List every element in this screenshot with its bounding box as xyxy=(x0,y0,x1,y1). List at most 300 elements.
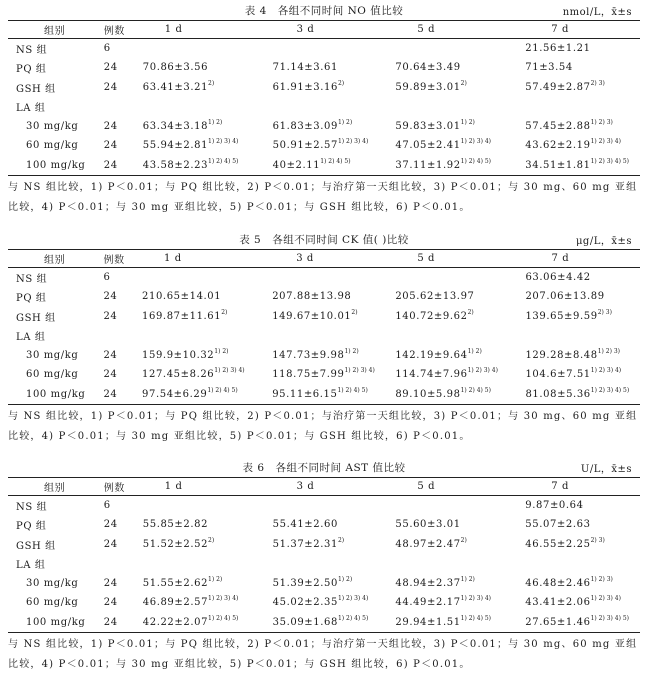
cell-7d xyxy=(525,554,640,574)
cell-value: 43.62±2.19 xyxy=(525,140,591,152)
cell-value: NS 组 xyxy=(16,502,48,513)
cell-group xyxy=(8,593,104,613)
table-row xyxy=(8,365,640,385)
cell-3d xyxy=(273,39,396,59)
header-5d: 5 d xyxy=(395,21,525,39)
table-row xyxy=(8,136,640,156)
cell-value: 6 xyxy=(103,43,111,54)
cell-group xyxy=(8,78,104,98)
table-row xyxy=(8,287,640,307)
cell-value: 149.67±10.01 xyxy=(272,310,352,322)
cell-value: 42.22±2.07 xyxy=(142,616,209,628)
cell-group xyxy=(8,326,103,346)
cell-value: 59.83±3.01 xyxy=(395,120,461,132)
cell-group xyxy=(8,58,104,78)
cell-group xyxy=(8,535,104,555)
significance-marker: 1) 2) 3) 4) xyxy=(337,595,369,603)
cell-5d xyxy=(395,97,525,117)
table-row xyxy=(8,535,640,555)
cell-value: 71±3.54 xyxy=(525,62,573,74)
significance-marker: 1) 2) xyxy=(460,575,475,583)
table-4-block xyxy=(0,0,648,218)
cell-1d xyxy=(143,136,273,156)
cell-value: 127.45±8.26 xyxy=(142,369,215,381)
cell-value: 139.65±9.59 xyxy=(525,310,598,322)
cell-value: 140.72±9.62 xyxy=(395,310,468,322)
significance-marker: 2) 3) xyxy=(597,308,612,316)
table-row xyxy=(8,307,640,327)
significance-marker: 1) 2) 3) 4) 5) xyxy=(590,386,630,394)
cell-5d xyxy=(395,574,525,594)
cell-group xyxy=(8,97,104,117)
cell-group xyxy=(8,346,103,366)
cell-7d xyxy=(525,307,640,327)
cell-value: 24 xyxy=(103,519,118,531)
cell-n xyxy=(104,496,143,516)
cell-3d xyxy=(273,574,396,594)
table-caption xyxy=(0,457,648,477)
cell-value: 207.06±13.89 xyxy=(525,291,605,303)
cell-group xyxy=(8,268,103,288)
cell-n xyxy=(104,78,143,98)
table-row xyxy=(8,97,640,117)
cell-5d xyxy=(395,78,525,98)
cell-5d xyxy=(395,58,525,78)
cell-value: 61.83±3.09 xyxy=(272,120,338,132)
cell-value: 46.89±2.57 xyxy=(142,597,209,609)
cell-value: 24 xyxy=(103,538,118,550)
cell-value: 129.28±8.48 xyxy=(525,349,598,361)
table-row xyxy=(8,39,640,59)
cell-value: NS 组 xyxy=(16,45,48,56)
header-7d: 7 d xyxy=(525,21,640,39)
significance-marker: 2) xyxy=(460,536,467,544)
significance-marker: 2) 3) xyxy=(590,79,605,87)
significance-marker: 2) xyxy=(467,308,474,316)
cell-value: 51.39±2.50 xyxy=(272,577,338,589)
cell-value: 34.51±1.81 xyxy=(525,159,591,171)
table-row xyxy=(8,593,640,613)
cell-1d xyxy=(142,287,272,307)
cell-group xyxy=(8,156,104,176)
cell-n xyxy=(103,346,142,366)
cell-value: LA 组 xyxy=(16,332,46,344)
cell-value: 57.49±2.87 xyxy=(525,81,591,93)
significance-marker: 1) 2) 3) 4) xyxy=(344,367,375,375)
significance-marker: 1) 2) 4) 5) xyxy=(460,386,491,394)
cell-value: 30 mg/kg xyxy=(26,120,79,132)
cell-value: PQ 组 xyxy=(16,521,47,533)
cell-n xyxy=(104,58,143,78)
significance-marker: 1) 2) xyxy=(208,118,223,126)
cell-3d xyxy=(272,268,395,288)
header-1d: 1 d xyxy=(142,250,272,268)
cell-3d xyxy=(272,326,395,346)
significance-marker: 1) 2) 3) xyxy=(597,347,621,355)
table-body xyxy=(8,268,640,405)
cell-1d xyxy=(143,496,273,516)
header-group: 组别 xyxy=(8,21,104,39)
cell-value: 29.94±1.51 xyxy=(395,616,461,628)
significance-marker: 2) xyxy=(208,536,215,544)
cell-5d xyxy=(395,268,525,288)
cell-5d xyxy=(395,156,525,176)
significance-marker: 1) 2) 4) 5) xyxy=(207,386,238,394)
cell-5d xyxy=(395,385,525,405)
significance-marker: 1) 2) 3) 4) xyxy=(467,367,498,375)
cell-1d xyxy=(143,78,273,98)
cell-5d xyxy=(395,496,525,516)
cell-n xyxy=(103,268,142,288)
header-3d: 3 d xyxy=(273,478,396,496)
cell-group xyxy=(8,515,104,535)
cell-value: 24 xyxy=(103,349,118,361)
cell-value: 114.74±7.96 xyxy=(395,369,468,381)
cell-value: 24 xyxy=(103,140,118,152)
cell-value: 30 mg/kg xyxy=(26,349,79,361)
significance-marker: 2) xyxy=(337,79,345,87)
table-header-row xyxy=(8,250,640,268)
cell-value: 147.73±9.98 xyxy=(272,349,345,361)
cell-value: 37.11±1.92 xyxy=(395,159,461,171)
cell-1d xyxy=(143,156,273,176)
significance-marker: 1) 2) 3) 4) xyxy=(460,595,492,603)
table-unit: nmol/L，x̄±s xyxy=(562,7,632,18)
table-row xyxy=(8,268,640,288)
header-5d: 5 d xyxy=(395,478,525,496)
cell-value: 159.9±10.32 xyxy=(142,349,215,361)
cell-value: 100 mg/kg xyxy=(26,159,86,171)
table-5-block xyxy=(0,229,648,447)
cell-value: 6 xyxy=(103,272,111,283)
cell-n xyxy=(104,117,143,137)
cell-value: 55.60±3.01 xyxy=(395,519,461,531)
cell-value: 60 mg/kg xyxy=(26,140,79,152)
cell-value: 24 xyxy=(103,120,118,132)
table-row xyxy=(8,326,640,346)
cell-value: GSH 组 xyxy=(16,83,56,95)
cell-value: 63.34±3.18 xyxy=(142,120,209,132)
table-header-row xyxy=(8,21,640,39)
table-header-row xyxy=(8,478,640,496)
significance-marker: 1) 2) 3) 4) xyxy=(590,595,621,603)
header-n: 例数 xyxy=(104,21,143,39)
cell-value: 24 xyxy=(103,616,118,628)
cell-value: 55.41±2.60 xyxy=(272,519,338,531)
cell-value: PQ 组 xyxy=(16,64,47,76)
header-3d: 3 d xyxy=(272,250,395,268)
significance-marker: 1) 2) 4) 5) xyxy=(320,157,351,165)
significance-marker: 1) 2) 4) 5) xyxy=(460,157,492,165)
cell-1d xyxy=(142,268,272,288)
cell-value: 81.08±5.36 xyxy=(525,388,591,400)
table-row xyxy=(8,346,640,366)
significance-marker: 1) 2) 3) 4) xyxy=(337,138,369,146)
significance-marker: 1) 2) xyxy=(208,575,223,583)
cell-5d xyxy=(395,136,525,156)
cell-5d xyxy=(395,554,525,574)
cell-value: GSH 组 xyxy=(16,540,56,552)
cell-value: 95.11±6.15 xyxy=(272,388,338,400)
cell-5d xyxy=(395,515,525,535)
cell-value: 71.14±3.61 xyxy=(272,62,338,74)
cell-group xyxy=(8,307,103,327)
header-n: 例数 xyxy=(104,478,143,496)
cell-1d xyxy=(143,554,273,574)
significance-marker: 1) 2) 4) 5) xyxy=(337,614,369,622)
table-row xyxy=(8,613,640,633)
cell-7d xyxy=(525,97,640,117)
cell-3d xyxy=(273,593,396,613)
cell-n xyxy=(104,554,143,574)
cell-n xyxy=(104,574,143,594)
cell-value: 24 xyxy=(103,369,118,381)
cell-value: 46.48±2.46 xyxy=(525,577,591,589)
data-table-4 xyxy=(8,20,640,176)
cell-value: 24 xyxy=(103,388,118,400)
cell-3d xyxy=(273,58,396,78)
cell-group xyxy=(8,574,104,594)
table-footnote: 与 NS 组比较，1) P＜0.01；与 PQ 组比较，2) P＜0.01；与治疗第一天组比较，3) P＜0.01；与 30 mg、60 mg 亚组比较，4) P＜0.01；与 30 mg 亚组比较，5) P＜0.01；与 GSH 组比较，6) P＜0.01。 xyxy=(8,410,638,442)
cell-value: 60 mg/kg xyxy=(26,369,79,381)
cell-n xyxy=(104,156,143,176)
cell-value: 43.58±2.23 xyxy=(142,159,209,171)
table-row xyxy=(8,117,640,137)
header-5d: 5 d xyxy=(395,250,525,268)
cell-value: GSH 组 xyxy=(16,312,56,324)
header-1d: 1 d xyxy=(143,478,273,496)
cell-1d xyxy=(142,326,272,346)
cell-value: 43.41±2.06 xyxy=(525,597,591,609)
cell-value: 24 xyxy=(103,159,118,171)
cell-7d xyxy=(525,593,640,613)
cell-1d xyxy=(142,385,272,405)
cell-7d xyxy=(525,39,640,59)
cell-3d xyxy=(273,97,396,117)
cell-group xyxy=(8,287,103,307)
table-caption xyxy=(0,0,648,20)
cell-value: 6 xyxy=(103,500,111,511)
significance-marker: 1) 2) 3) 4) xyxy=(590,367,622,375)
significance-marker: 1) 2) 4) 5) xyxy=(208,157,239,165)
cell-5d xyxy=(395,535,525,555)
cell-7d xyxy=(525,613,640,633)
cell-1d xyxy=(143,515,273,535)
cell-7d xyxy=(525,346,640,366)
cell-group xyxy=(8,554,104,574)
table-6-block xyxy=(0,457,648,675)
cell-value: 70.64±3.49 xyxy=(395,62,461,74)
cell-value: 70.86±3.56 xyxy=(142,62,209,74)
cell-5d xyxy=(395,365,525,385)
cell-value: 60 mg/kg xyxy=(26,597,79,609)
cell-5d xyxy=(395,613,525,633)
cell-value: 55.07±2.63 xyxy=(525,519,591,531)
significance-marker: 1) 2) xyxy=(337,118,353,126)
cell-group xyxy=(8,613,104,633)
header-1d: 1 d xyxy=(143,21,273,39)
cell-value: 50.91±2.57 xyxy=(272,140,338,152)
cell-value: 59.89±3.01 xyxy=(395,81,461,93)
cell-1d xyxy=(143,593,273,613)
cell-value: 61.91±3.16 xyxy=(272,81,338,93)
significance-marker: 1) 2) 3) 4) 5) xyxy=(590,157,629,165)
cell-value: 51.37±2.31 xyxy=(272,538,338,550)
cell-value: 27.65±1.46 xyxy=(525,616,591,628)
cell-group xyxy=(8,385,103,405)
cell-value: 24 xyxy=(103,597,118,609)
cell-group xyxy=(8,117,104,137)
significance-marker: 1) 2) 3) 4) xyxy=(214,367,245,375)
cell-value: 21.56±1.21 xyxy=(525,43,591,54)
cell-7d xyxy=(525,496,640,516)
cell-value: 63.41±3.21 xyxy=(142,81,209,93)
cell-value: 97.54±6.29 xyxy=(142,388,208,400)
significance-marker: 1) 2) 4) 5) xyxy=(460,614,492,622)
cell-7d xyxy=(525,136,640,156)
significance-marker: 1) 2) 3) 4) xyxy=(208,595,239,603)
significance-marker: 1) 2) 3) xyxy=(590,575,613,583)
cell-3d xyxy=(273,613,396,633)
significance-marker: 1) 2) 3) xyxy=(590,118,613,126)
significance-marker: 1) 2) 3) 4) xyxy=(460,138,492,146)
cell-1d xyxy=(143,58,273,78)
cell-group xyxy=(8,39,104,59)
cell-3d xyxy=(273,554,396,574)
cell-value: 30 mg/kg xyxy=(26,577,79,589)
cell-3d xyxy=(273,535,396,555)
cell-1d xyxy=(143,39,273,59)
cell-3d xyxy=(273,496,396,516)
significance-marker: 2) xyxy=(351,308,358,316)
cell-value: 40±2.11 xyxy=(272,159,321,171)
cell-value: 100 mg/kg xyxy=(26,616,86,628)
cell-value: 35.09±1.68 xyxy=(272,616,338,628)
cell-n xyxy=(104,593,143,613)
cell-3d xyxy=(272,365,395,385)
cell-value: NS 组 xyxy=(16,274,48,285)
cell-7d xyxy=(525,326,640,346)
cell-1d xyxy=(142,307,272,327)
data-table-5 xyxy=(8,249,640,405)
significance-marker: 1) 2) xyxy=(337,575,353,583)
header-7d: 7 d xyxy=(525,478,640,496)
cell-7d xyxy=(525,156,640,176)
cell-value: 45.02±2.35 xyxy=(272,597,338,609)
table-row xyxy=(8,156,640,176)
cell-3d xyxy=(273,136,396,156)
cell-value: 142.19±9.64 xyxy=(395,349,468,361)
cell-value: 210.65±14.01 xyxy=(142,291,222,303)
significance-marker: 1) 2) xyxy=(344,347,359,355)
cell-value: 24 xyxy=(103,62,118,74)
cell-value: 169.87±11.61 xyxy=(142,310,222,322)
cell-n xyxy=(104,613,143,633)
cell-5d xyxy=(395,326,525,346)
cell-7d xyxy=(525,365,640,385)
cell-value: 51.55±2.62 xyxy=(142,577,209,589)
data-table-6 xyxy=(8,477,640,633)
significance-marker: 1) 2) 4) 5) xyxy=(337,386,368,394)
cell-n xyxy=(103,326,142,346)
table-body xyxy=(8,39,640,176)
cell-value: 46.55±2.25 xyxy=(525,538,591,550)
table-row xyxy=(8,496,640,516)
table-caption xyxy=(0,229,648,249)
cell-value: LA 组 xyxy=(16,103,46,115)
table-title: 表 4 各组不同时间 NO 值比较 xyxy=(244,5,404,17)
cell-value: 24 xyxy=(103,291,118,303)
cell-value: 89.10±5.98 xyxy=(395,388,461,400)
cell-value: 44.49±2.17 xyxy=(395,597,461,609)
cell-value: 51.52±2.52 xyxy=(142,538,209,550)
cell-group xyxy=(8,496,104,516)
cell-7d xyxy=(525,268,640,288)
cell-5d xyxy=(395,307,525,327)
table-row xyxy=(8,78,640,98)
cell-3d xyxy=(273,117,396,137)
table-row xyxy=(8,574,640,594)
cell-group xyxy=(8,136,104,156)
header-group: 组别 xyxy=(8,478,104,496)
significance-marker: 1) 2) xyxy=(467,347,482,355)
cell-3d xyxy=(272,307,395,327)
table-title: 表 6 各组不同时间 AST 值比较 xyxy=(242,462,406,474)
table-row xyxy=(8,515,640,535)
cell-value: 55.94±2.81 xyxy=(142,140,209,152)
significance-marker: 1) 2) 4) 5) xyxy=(208,614,239,622)
table-row xyxy=(8,58,640,78)
cell-value: 205.62±13.97 xyxy=(395,291,475,303)
cell-value: 9.87±0.64 xyxy=(525,500,584,511)
cell-7d xyxy=(525,515,640,535)
cell-3d xyxy=(273,515,396,535)
cell-1d xyxy=(142,365,272,385)
cell-3d xyxy=(272,287,395,307)
cell-value: 63.06±4.42 xyxy=(525,272,591,283)
cell-value: PQ 组 xyxy=(16,293,47,305)
cell-3d xyxy=(272,346,395,366)
table-footnote: 与 NS 组比较，1) P＜0.01；与 PQ 组比较，2) P＜0.01；与治疗第一天组比较，3) P＜0.01；与 30 mg、60 mg 亚组比较，4) P＜0.01；与 30 mg 亚组比较，5) P＜0.01；与 GSH 组比较，6) P＜0.01。 xyxy=(8,181,638,213)
cell-value: 24 xyxy=(103,310,118,322)
table-title: 表 5 各组不同时间 CK 值( )比较 xyxy=(239,234,409,246)
cell-7d xyxy=(525,78,640,98)
header-7d: 7 d xyxy=(525,250,640,268)
cell-7d xyxy=(525,287,640,307)
cell-value: 55.85±2.82 xyxy=(142,519,209,531)
cell-value: 47.05±2.41 xyxy=(395,140,461,152)
cell-n xyxy=(103,385,142,405)
significance-marker: 1) 2) 3) 4) xyxy=(590,138,621,146)
significance-marker: 2) xyxy=(337,536,345,544)
cell-3d xyxy=(273,78,396,98)
cell-7d xyxy=(525,535,640,555)
cell-value: LA 组 xyxy=(16,560,46,572)
significance-marker: 1) 2) 3) 4) 5) xyxy=(590,614,629,622)
table-body xyxy=(8,496,640,633)
header-n: 例数 xyxy=(103,250,142,268)
cell-5d xyxy=(395,117,525,137)
cell-1d xyxy=(143,535,273,555)
cell-7d xyxy=(525,385,640,405)
cell-value: 48.97±2.47 xyxy=(395,538,461,550)
cell-value: 104.6±7.51 xyxy=(525,369,591,381)
cell-7d xyxy=(525,58,640,78)
cell-n xyxy=(103,287,142,307)
cell-5d xyxy=(395,346,525,366)
significance-marker: 2) xyxy=(460,79,467,87)
cell-5d xyxy=(395,39,525,59)
